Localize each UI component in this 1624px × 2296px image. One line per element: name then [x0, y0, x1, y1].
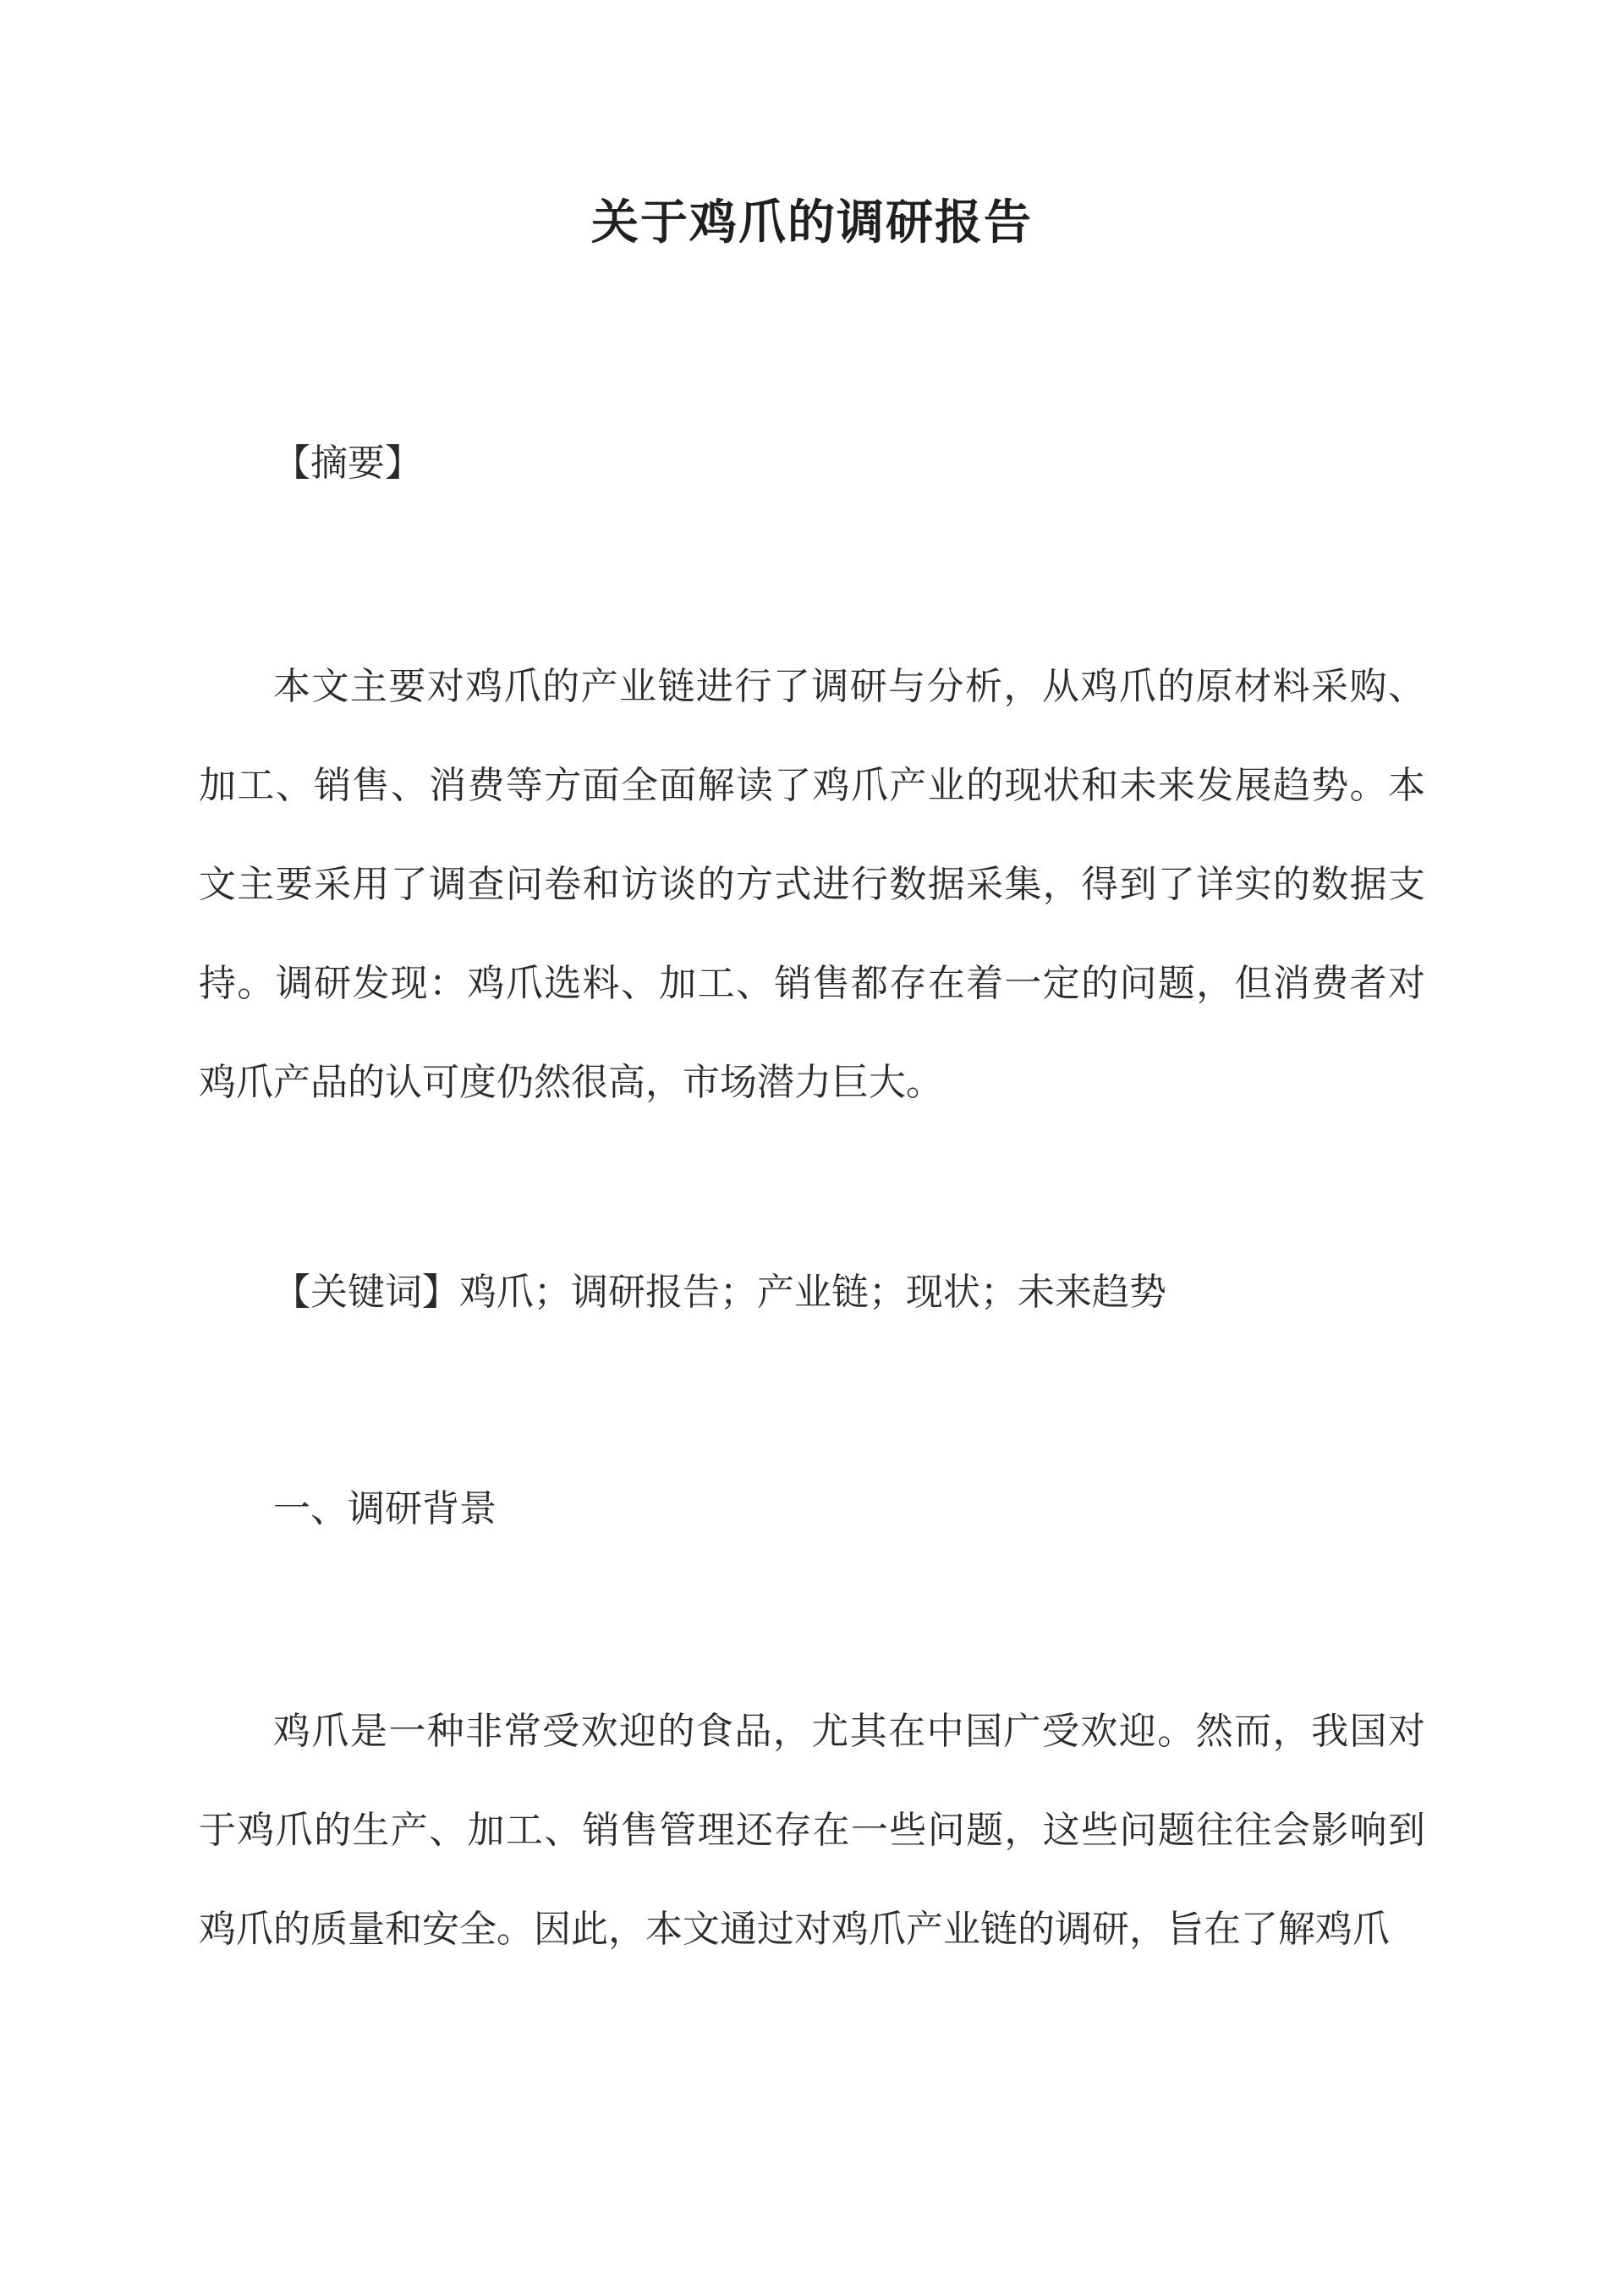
background-paragraph: 鸡爪是一种非常受欢迎的食品，尤其在中国广受欢迎。然而，我国对于鸡爪的生产、加工、销售管理还存在一些问题，这些问题往往会影响到鸡爪的质量和安全。因此，本文通过对鸡爪产业链的调研，旨在了解鸡爪 — [199, 1710, 1425, 1951]
document-title: 关于鸡爪的调研报告 — [591, 195, 1033, 250]
abstract-heading: 【摘要】 — [273, 442, 422, 485]
keywords-line: 【关键词】鸡爪；调研报告；产业链；现状；未来趋势 — [273, 1271, 1166, 1314]
abstract-paragraph: 本文主要对鸡爪的产业链进行了调研与分析，从鸡爪的原材料采购、加工、销售、消费等方面全面解读了鸡爪产业的现状和未来发展趋势。本文主要采用了调查问卷和访谈的方式进行数据采集，得到了详实的数据支持。调研发现：鸡爪选料、加工、销售都存在着一定的问题，但消费者对鸡爪产品的认可度仍然很高，市场潜力巨大。 — [199, 665, 1425, 1104]
section-heading-background: 一、调研背景 — [273, 1487, 497, 1530]
